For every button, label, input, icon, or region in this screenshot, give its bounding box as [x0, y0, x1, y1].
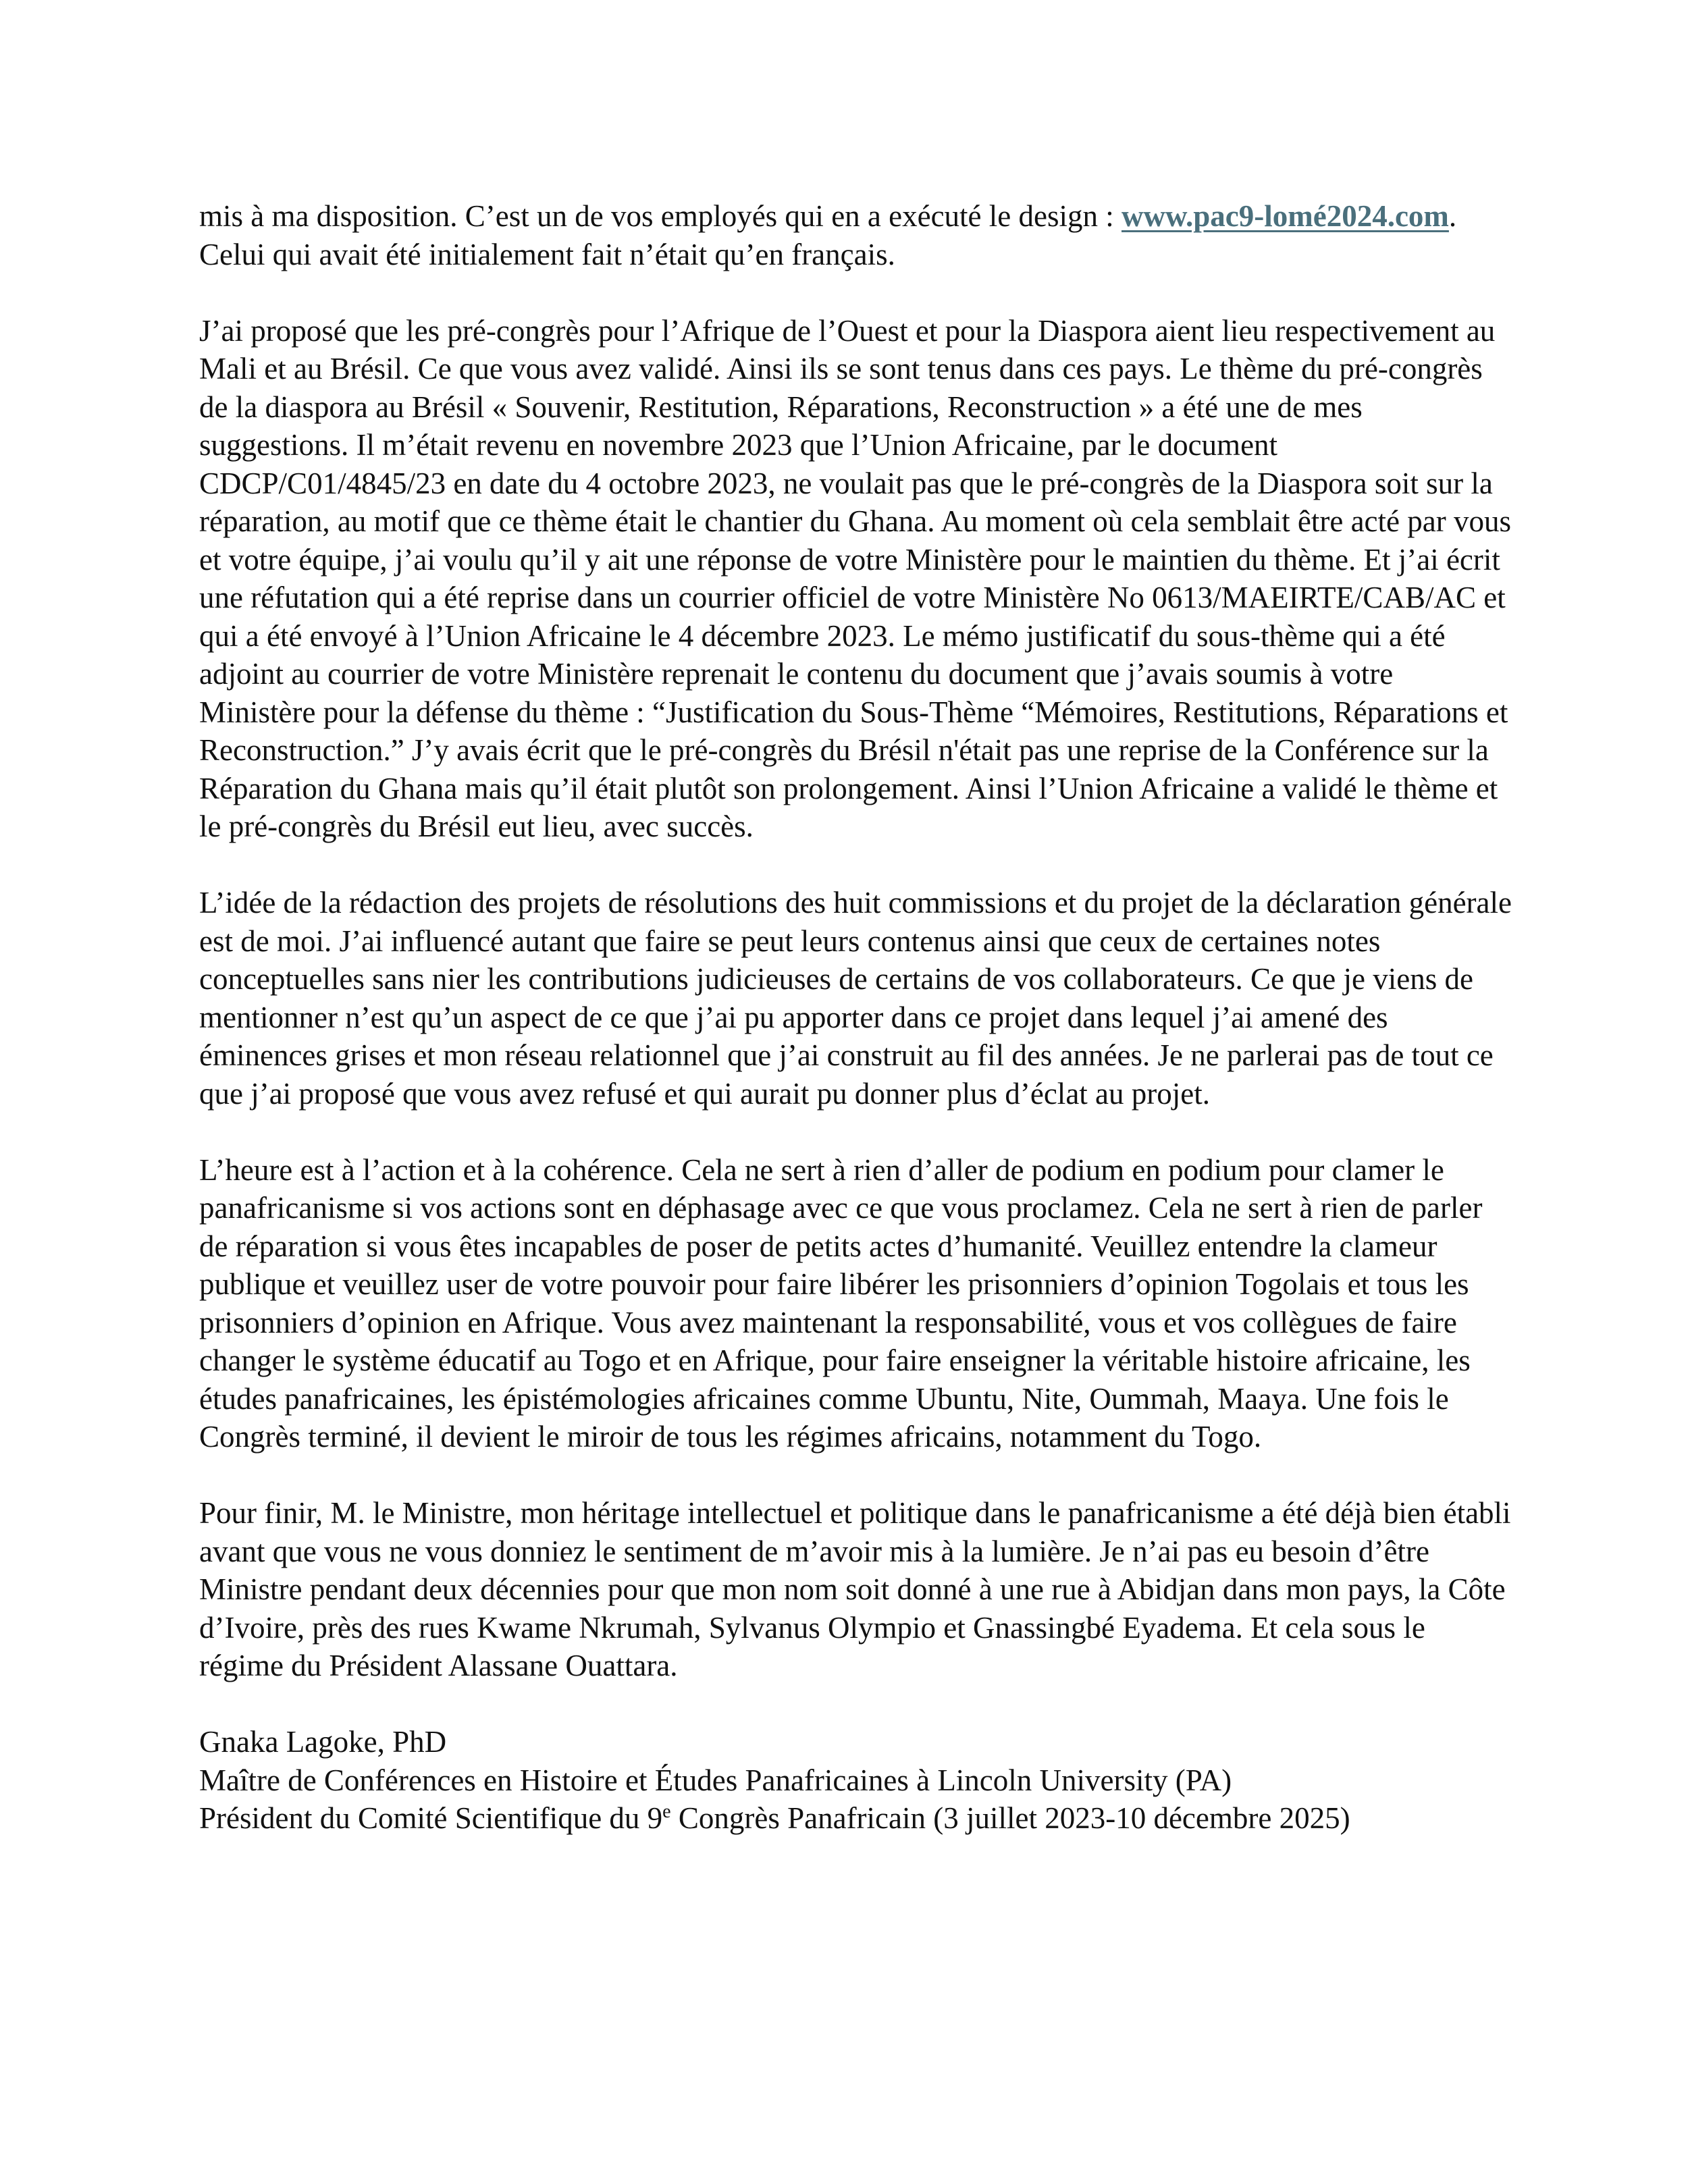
- paragraph-pre-congress: J’ai proposé que les pré-congrès pour l’Afrique de l’Ouest et pour la Diaspora aient lieu respectivement au Mali et au Brésil. Ce que vous avez validé. Ainsi ils se sont tenus dans ces pays. Le thème du pré-congrès de la diaspora au Brésil « Souvenir, Restitution, Réparations, Reconstruction » a été une de mes suggestions. Il m’était revenu en novembre 2023 que l’Union Africaine, par le document CDCP/C01/4845/23 en date du 4 octobre 2023, ne voulait pas que le pré-congrès de la Diaspora soit sur la réparation, au motif que ce thème était le chantier du Ghana. Au moment où cela semblait être acté par vous et votre équipe, j’ai voulu qu’il y ait une réponse de votre Ministère pour le maintien du thème. Et j’ai écrit une réfutation qui a été reprise dans un courrier officiel de votre Ministère No 0613/MAEIRTE/CAB/AC et qui a été envoyé à l’Union Africaine le 4 décembre 2023. Le mémo justificatif du sous-thème qui a été adjoint au courrier de votre Ministère reprenait le contenu du document que j’avais soumis à votre Ministère pour la défense du thème : “Justification du Sous-Thème “Mémoires, Restitutions, Réparations et Reconstruction.” J’y avais écrit que le pré-congrès du Brésil n'était pas une reprise de la Conférence sur la Réparation du Ghana mais qu’il était plutôt son prolongement. Ainsi l’Union Africaine a validé le thème et le pré-congrès du Brésil eut lieu, avec succès.: [199, 313, 1511, 843]
- signature-role-text: Président du Comité Scientifique du 9: [199, 1801, 663, 1835]
- paragraph-conclusion: Pour finir, M. le Ministre, mon héritage intellectuel et politique dans le panafricanisme a été déjà bien établi avant que vous ne vous donniez le sentiment de m’avoir mis à la lumière. Je n’ai pas eu besoin d’être Ministre pendant deux décennies pour que mon nom soit donné à une rue à Abidjan dans mon pays, la Côte d’Ivoire, près des rues Kwame Nkrumah, Sylvanus Olympio et Gnassingbé Eyadema. Et cela sous le régime du Président Alassane Ouattara.: [199, 1496, 1511, 1682]
- paragraph-resolutions: L’idée de la rédaction des projets de résolutions des huit commissions et du projet de la déclaration générale est de moi. J’ai influencé autant que faire se peut leurs contenus ainsi que ceux de certaines notes conceptuelles sans nier les contributions judicieuses de certains de vos collaborateurs. Ce que je viens de mentionner n’est qu’un aspect de ce que j’ai pu apporter dans ce projet dans lequel j’ai amené des éminences grises et mon réseau relationnel que j’ai construit au fil des années. Je ne parlerai pas de tout ce que j’ai proposé que vous avez refusé et qui aurait pu donner plus d’éclat au projet.: [199, 886, 1512, 1111]
- signature-block: [199, 1723, 1516, 1838]
- paragraph-website: [199, 197, 1516, 273]
- paragraph-website-text-after: . Celui qui avait été initialement fait n’était qu’en français.: [199, 199, 1457, 271]
- signature-name: Gnaka Lagoke, PhD: [199, 1725, 447, 1759]
- document-page: [199, 197, 1516, 1838]
- signature-role-superscript: e: [662, 1801, 671, 1822]
- paragraph-action: L’heure est à l’action et à la cohérence. Cela ne sert à rien d’aller de podium en podium pour clamer le panafricanisme si vos actions sont en déphasage avec ce que vous proclamez. Cela ne sert à rien de parler de réparation si vous êtes incapables de poser de petits actes d’humanité. Veuillez entendre la clameur publique et veuillez user de votre pouvoir pour faire libérer les prisonniers d’opinion Togolais et tous les prisonniers d’opinion en Afrique. Vous avez maintenant la responsabilité, vous et vos collègues de faire changer le système éducatif au Togo et en Afrique, pour faire enseigner la véritable histoire africaine, les études panafricaines, les épistémologies africaines comme Ubuntu, Nite, Oummah, Maaya. Une fois le Congrès terminé, il devient le miroir de tous les régimes africains, notamment du Togo.: [199, 1152, 1483, 1454]
- paragraph-website-text-before: mis à ma disposition. C’est un de vos employés qui en a exécuté le design :: [199, 199, 1122, 233]
- website-link[interactable]: www.pac9-lomé2024.com: [1122, 199, 1449, 233]
- signature-role-text-end: Congrès Panafricain (3 juillet 2023-10 décembre 2025): [670, 1801, 1350, 1835]
- signature-role: [199, 1799, 1516, 1838]
- signature-title: Maître de Conférences en Histoire et Études Panafricaines à Lincoln University (PA): [199, 1763, 1232, 1797]
